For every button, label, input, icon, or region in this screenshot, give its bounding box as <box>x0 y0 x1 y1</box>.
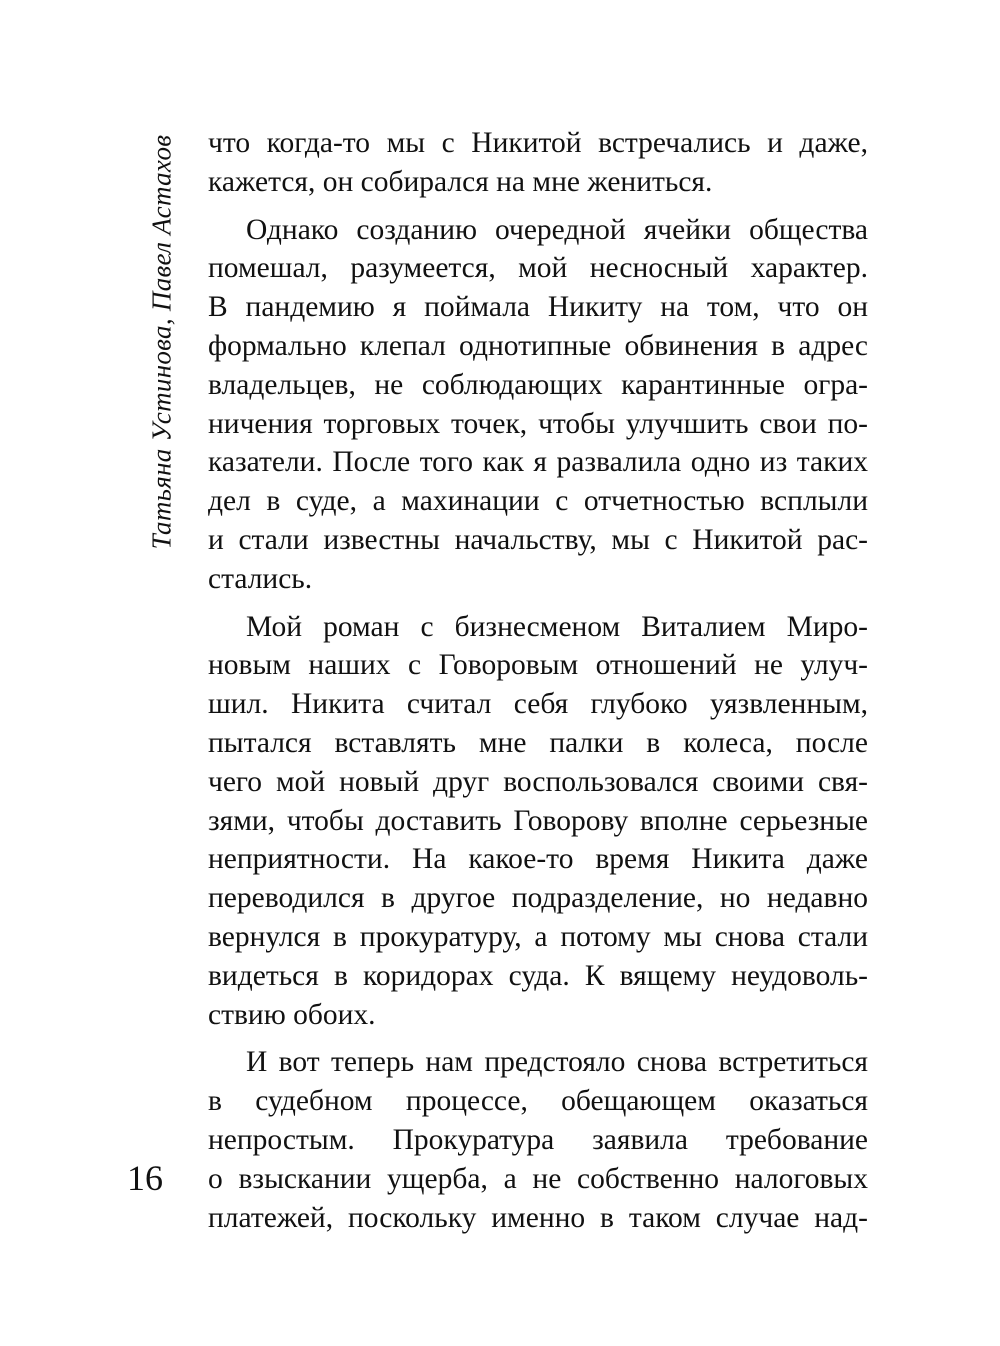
text-line: вернулся в прокуратуру, а потому мы снова стали <box>208 920 868 953</box>
text-line: что когда-то мы с Никитой встречались и даже, <box>208 127 868 159</box>
text-line: в судебном процессе, обещающем оказаться <box>208 1085 868 1118</box>
text-line: зями, чтобы доставить Говорову вполне серьезные <box>208 804 868 837</box>
text-line: ствию обоих. <box>208 998 376 1031</box>
text-line: о взыскании ущерба, а не собственно налоговых <box>208 1162 868 1195</box>
text-line: новым наших с Говоровым отношений не улуч- <box>208 649 868 682</box>
paragraph <box>208 608 868 1035</box>
text-line: стались. <box>208 562 313 595</box>
text-line: Однако созданию очередной ячейки общества <box>246 213 868 246</box>
text-line: Мой роман с бизнесменом Виталием Миро- <box>246 610 868 643</box>
text-line: непростым. Прокуратура заявила требование <box>208 1123 868 1156</box>
body-text <box>208 124 868 1237</box>
paragraph-gap <box>208 599 868 608</box>
text-line: платежей, поскольку именно в таком случае над- <box>208 1201 868 1234</box>
running-head-text: Татьяна Устинова, Павел Астахов <box>146 134 177 550</box>
paragraph-gap <box>208 202 868 211</box>
text-line: пытался вставлять мне палки в колеса, после <box>208 726 868 759</box>
paragraph <box>208 211 868 599</box>
text-line: казатели. После того как я развалила одно из таких <box>208 446 868 479</box>
paragraph <box>208 124 868 202</box>
text-line: переводился в другое подразделение, но недавно <box>208 882 868 915</box>
text-line: видеться в коридорах суда. К вящему неудоволь- <box>208 959 868 992</box>
text-line: помешал, разумеется, мой несносный характер. <box>208 252 868 285</box>
text-line: ничения торговых точек, чтобы улучшить свои по- <box>208 407 868 440</box>
text-line: шил. Никита считал себя глубоко уязвленным, <box>208 688 868 721</box>
text-line: владельцев, не соблюдающих карантинные огра- <box>208 368 868 401</box>
text-line: формально клепал однотипные обвинения в адрес <box>208 329 868 362</box>
text-line: И вот теперь нам предстояло снова встретиться <box>246 1046 868 1079</box>
paragraph <box>208 1043 868 1237</box>
text-line: кажется, он собирался на мне жениться. <box>208 165 713 198</box>
text-line: чего мой новый друг воспользовался своими свя- <box>208 765 868 798</box>
paragraph-gap <box>208 1034 868 1043</box>
page-number: 16 <box>127 1158 163 1198</box>
text-line: и стали известны начальству, мы с Никитой рас- <box>208 523 868 556</box>
text-line: дел в суде, а махинации с отчетностью всплыли <box>208 485 868 518</box>
text-line: неприятности. На какое-то время Никита даже <box>208 843 868 876</box>
text-line: В пандемию я поймала Никиту на том, что он <box>208 291 868 324</box>
